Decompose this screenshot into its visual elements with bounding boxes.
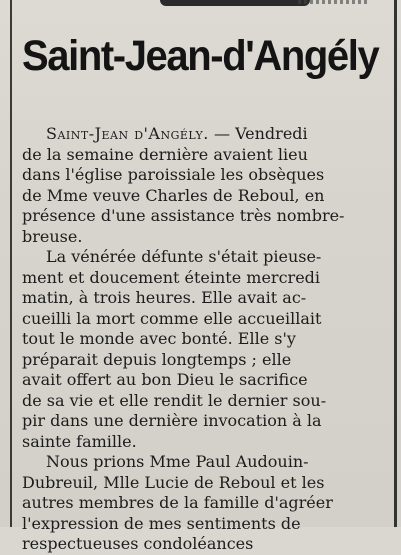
top-cropped-text-fragment	[298, 0, 368, 4]
article-line: sainte famille.	[22, 431, 137, 451]
article-line: ment et doucement éteinte mercredi	[22, 267, 321, 287]
article-line: présence d'une assistance très nombre-	[22, 206, 345, 225]
article-line: respectueuses condoléances	[22, 534, 254, 553]
article-line: breuse.	[22, 226, 83, 246]
article-line: de sa vie et elle rendit le dernier sou-	[22, 390, 327, 410]
article-line: préparait depuis longtemps ; elle	[22, 349, 292, 369]
article-body	[22, 124, 384, 555]
right-column-rule	[394, 0, 397, 527]
article-line: Saint-Jean d'Angély. — Vendredi	[46, 124, 308, 143]
article-line: La vénérée défunte s'était pieuse-	[46, 247, 322, 266]
article-line: l'expression de mes sentiments de	[22, 513, 301, 533]
article-line: avait offert au bon Dieu le sacrifice	[22, 370, 308, 389]
dateline: Saint-Jean d'Angély.	[46, 124, 209, 143]
article-line: cueilli la mort comme elle accueillait	[22, 308, 322, 328]
article-line: de la semaine dernière avaient lieu	[22, 144, 308, 164]
article-line: autres membres de la famille d'agréer	[22, 493, 333, 512]
article-line: Nous prions Mme Paul Audouin-	[46, 452, 309, 471]
left-column-rule	[10, 0, 12, 527]
article-line: dans l'église paroissiale les obsèques	[22, 165, 325, 184]
article-line: Dubreuil, Mlle Lucie de Reboul et les	[22, 472, 325, 492]
article-line: matin, à trois heures. Elle avait ac-	[22, 288, 307, 307]
top-ornament-fragment	[160, 0, 310, 6]
article-line: de Mme veuve Charles de Reboul, en	[22, 185, 325, 205]
article-headline: Saint-Jean-d'Angély	[22, 32, 379, 80]
article-line: tout le monde avec bonté. Elle s'y	[22, 329, 296, 348]
article-line: pir dans une dernière invocation à la	[22, 411, 322, 430]
